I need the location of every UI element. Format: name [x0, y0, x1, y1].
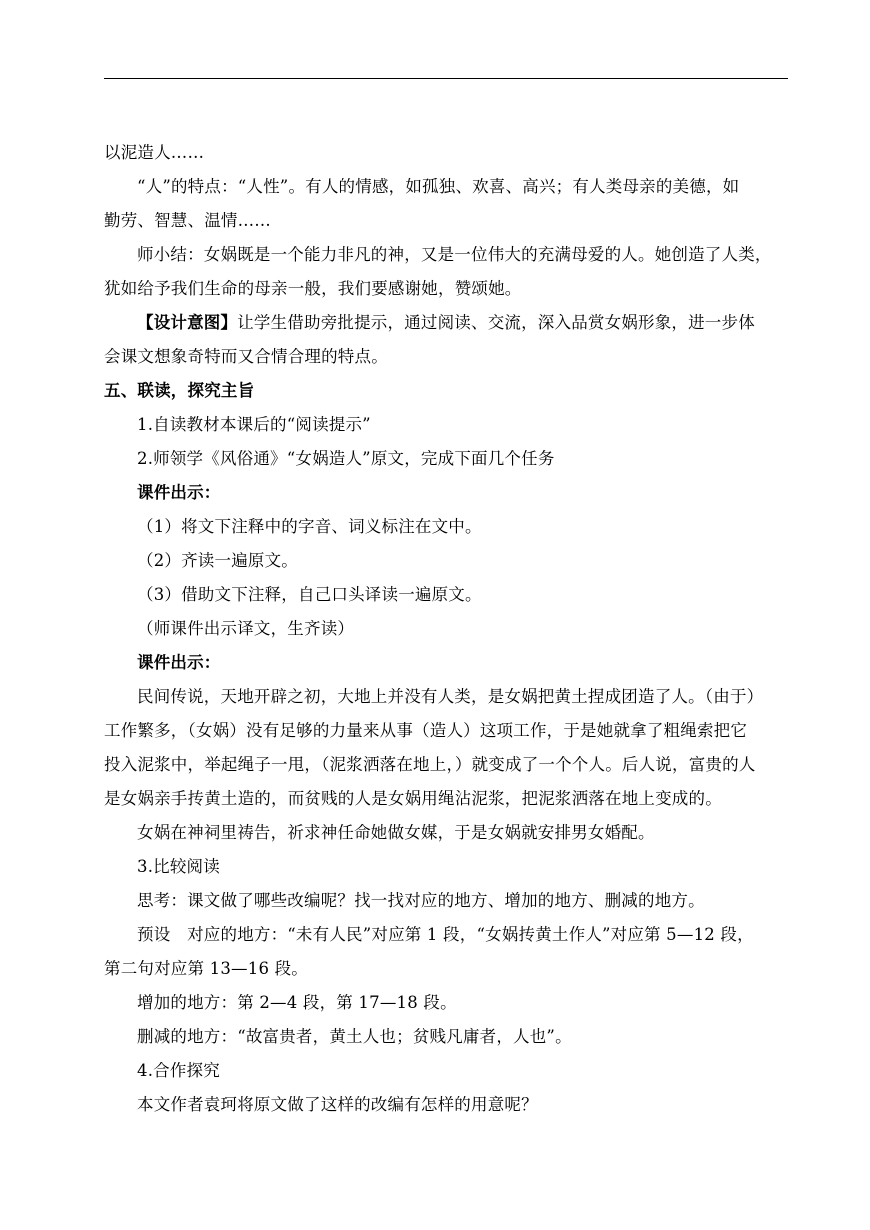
- text-line: 删减的地方：“故富贵者，黄土人也；贫贱凡庸者，人也”。: [137, 1027, 572, 1046]
- text-line: 2.师领学《风俗通》“女娲造人”原文，完成下面几个任务: [137, 449, 555, 468]
- text-line: 勤劳、智慧、温情……: [104, 211, 271, 230]
- text-line: 预设 对应的地方：“未有人民”对应第 1 段，“女娲抟黄土作人”对应第 5—12 段，: [137, 925, 754, 944]
- text-line: 工作繁多，（女娲）没有足够的力量来从事（造人）这项工作，于是她就拿了粗绳索把它: [104, 721, 748, 740]
- courseware-label: 课件出示：: [137, 483, 221, 502]
- text-line: 以泥造人……: [104, 143, 205, 162]
- text-line: 投入泥浆中，举起绳子一甩，（泥浆洒落在地上，）就变成了一个个人。后人说，富贵的人: [104, 755, 756, 774]
- text-line: 增加的地方：第 2—4 段，第 17—18 段。: [137, 993, 457, 1012]
- text-line: （师课件出示译文，生齐读）: [137, 619, 355, 638]
- text-line: 4.合作探究: [137, 1061, 220, 1080]
- text-line: 3.比较阅读: [137, 857, 220, 876]
- text-line: 本文作者袁珂将原文做了这样的改编有怎样的用意呢？: [137, 1095, 538, 1114]
- task-item: （2）齐读一遍原文。: [137, 551, 298, 570]
- design-intent-label: 【设计意图】: [137, 313, 238, 332]
- text-line: 思考：课文做了哪些改编呢？找一找对应的地方、增加的地方、删减的地方。: [137, 891, 705, 910]
- text-line: 民间传说，天地开辟之初，大地上并没有人类，是女娲把黄土捏成团造了人。（由于）: [137, 687, 764, 706]
- text-line: 是女娲亲手抟黄土造的，而贫贱的人是女娲用绳沾泥浆，把泥浆洒落在地上变成的。: [104, 789, 722, 808]
- design-intent-line: [137, 313, 821, 333]
- text-line: 师小结：女娲既是一个能力非凡的神，又是一位伟大的充满母爱的人。她创造了人类，: [137, 245, 772, 264]
- text-line: 1.自读教材本课后的“阅读提示”: [137, 415, 371, 434]
- header-rule: [104, 78, 788, 79]
- task-item: （3）借助文下注释，自己口头译读一遍原文。: [137, 585, 482, 604]
- design-intent-text: 让学生借助旁批提示，通过阅读、交流，深入品赏女娲形象，进一步体: [237, 313, 755, 332]
- section-heading: 五、联读，探究主旨: [104, 381, 255, 400]
- task-item: （1）将文下注释中的字音、词义标注在文中。: [137, 517, 482, 536]
- text-line: “人”的特点：“人性”。有人的情感，如孤独、欢喜、高兴；有人类母亲的美德，如: [137, 177, 740, 196]
- text-line: 女娲在神祠里祷告，祈求神任命她做女媒，于是女娲就安排男女婚配。: [137, 823, 655, 842]
- courseware-label: 课件出示：: [137, 653, 221, 672]
- text-line: 第二句对应第 13—16 段。: [104, 959, 308, 978]
- text-line: 会课文想象奇特而又合情合理的特点。: [104, 347, 388, 366]
- text-line: 犹如给予我们生命的母亲一般，我们要感谢她，赞颂她。: [104, 279, 522, 298]
